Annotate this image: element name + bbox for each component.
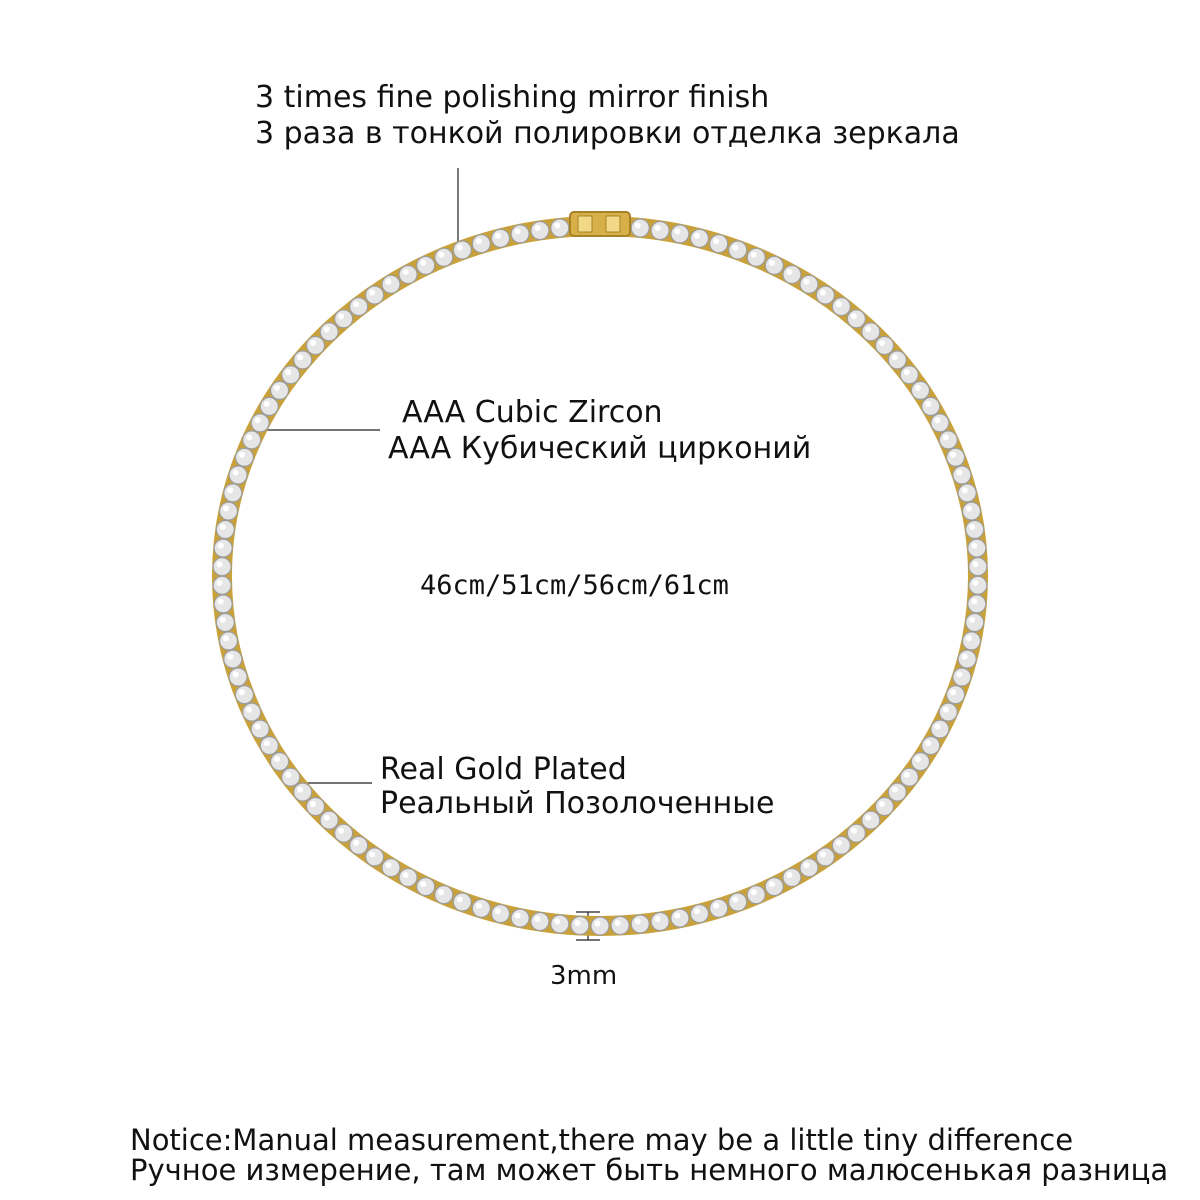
zircon-stone <box>260 397 278 415</box>
zircon-stone <box>783 869 801 887</box>
zircon-stone <box>931 720 949 738</box>
zircon-stone <box>888 783 906 801</box>
zircon-stone <box>963 502 981 520</box>
length-options-label: 46cm/51cm/56cm/61cm <box>420 570 729 601</box>
zircon-stone <box>671 225 689 243</box>
zircon-stone <box>783 266 801 284</box>
zircon-stone <box>220 632 238 650</box>
zircon-stone <box>399 266 417 284</box>
zircon-stone <box>213 558 231 576</box>
zircon-stone <box>511 225 529 243</box>
zircon-stone <box>213 576 231 594</box>
zircon-stone <box>611 917 629 935</box>
zircon-stone <box>862 811 880 829</box>
zircon-stone <box>947 448 965 466</box>
zircon-stone <box>968 595 986 613</box>
zircon-stone <box>939 703 957 721</box>
zircon-stone <box>366 286 384 304</box>
zircon-stone <box>350 836 368 854</box>
zircon-stone <box>229 466 247 484</box>
zircon-stone <box>551 219 569 237</box>
zircon-stone <box>958 650 976 668</box>
zircon-stone <box>531 913 549 931</box>
zircon-stone <box>876 337 894 355</box>
zircon-stone <box>382 859 400 877</box>
zircon-stone <box>765 878 783 896</box>
zircon-stone <box>671 909 689 927</box>
zircon-stone <box>320 323 338 341</box>
zircon-stone <box>350 298 368 316</box>
zircon-stone <box>963 632 981 650</box>
zircon-stone <box>939 431 957 449</box>
zircon-stone <box>862 323 880 341</box>
zircon-stone <box>888 351 906 369</box>
zircon-stone <box>399 869 417 887</box>
zircon-stone <box>216 521 234 539</box>
gold-plated-label: Real Gold Plated <box>380 752 627 787</box>
zircon-stone <box>260 737 278 755</box>
zircon-stone <box>271 753 289 771</box>
zircon-stone <box>435 886 453 904</box>
clasp <box>570 212 630 236</box>
zircon-stone <box>729 893 747 911</box>
zircon-stone <box>800 859 818 877</box>
gold-plated-label-ru: Реальный Позолоченные <box>380 786 775 821</box>
zircon-stone <box>832 298 850 316</box>
zircon-stone <box>307 798 325 816</box>
zircon-stone <box>453 893 471 911</box>
zircon-stone <box>816 286 834 304</box>
zircon-stone <box>531 222 549 240</box>
zircon-stone <box>251 720 269 738</box>
zircon-stone <box>282 366 300 384</box>
zircon-stone <box>651 222 669 240</box>
zircon-stone <box>472 235 490 253</box>
zircon-stone <box>224 484 242 502</box>
zircon-stone <box>294 351 312 369</box>
zircon-stone <box>492 905 510 923</box>
zircon-stone <box>958 484 976 502</box>
zircon-stone <box>243 431 261 449</box>
zircon-stone <box>282 768 300 786</box>
polish-finish-label: 3 times fine polishing mirror finish <box>255 80 770 115</box>
zircon-stone <box>251 414 269 432</box>
notice-text: Notice:Manual measurement,there may be a little tiny difference <box>130 1123 1074 1157</box>
zircon-stone <box>800 275 818 293</box>
zircon-stone <box>847 824 865 842</box>
zircon-stone <box>710 899 728 917</box>
zircon-stone <box>691 229 709 247</box>
zircon-stone <box>435 248 453 266</box>
zircon-stone <box>747 886 765 904</box>
zircon-stone <box>969 558 987 576</box>
zircon-stone <box>765 256 783 274</box>
zircon-stone <box>631 915 649 933</box>
zircon-stone <box>947 686 965 704</box>
zircon-stone <box>551 915 569 933</box>
zircon-stone <box>911 381 929 399</box>
zircon-stone <box>453 241 471 259</box>
zircon-stone <box>968 539 986 557</box>
zircon-stone <box>953 668 971 686</box>
zircon-stone <box>235 448 253 466</box>
zircon-stone <box>294 783 312 801</box>
zircon-stone <box>472 899 490 917</box>
zircon-stone <box>847 310 865 328</box>
zircon-stone <box>216 614 234 632</box>
zircon-stone <box>224 650 242 668</box>
zircon-stone <box>691 905 709 923</box>
zircon-stone <box>366 848 384 866</box>
zircon-label-ru: AAA Кубический цирконий <box>388 431 812 466</box>
width-label: 3mm <box>550 961 618 991</box>
zircon-stone <box>922 397 940 415</box>
zircon-stone <box>417 878 435 896</box>
notice-text-ru: Ручное измерение, там может быть немного малюсенькая разница <box>130 1153 1169 1187</box>
zircon-stone <box>320 811 338 829</box>
zircon-stone <box>214 539 232 557</box>
zircon-stone <box>335 310 353 328</box>
zircon-stone <box>911 753 929 771</box>
zircon-stone <box>335 824 353 842</box>
zircon-stone <box>922 737 940 755</box>
zircon-stone <box>729 241 747 259</box>
zircon-stone <box>900 768 918 786</box>
zircon-stone <box>511 909 529 927</box>
zircon-stone <box>816 848 834 866</box>
zircon-stone <box>966 521 984 539</box>
zircon-label: AAA Cubic Zircon <box>402 395 663 430</box>
zircon-stone <box>966 614 984 632</box>
zircon-stone <box>492 229 510 247</box>
zircon-stone <box>747 248 765 266</box>
zircon-stone <box>651 913 669 931</box>
zircon-stone <box>271 381 289 399</box>
zircon-stone <box>417 256 435 274</box>
zircon-stone <box>969 576 987 594</box>
zircon-stone <box>214 595 232 613</box>
zircon-stone <box>900 366 918 384</box>
zircon-stone <box>832 836 850 854</box>
zircon-stone <box>953 466 971 484</box>
zircon-stone <box>876 798 894 816</box>
zircon-stone <box>229 668 247 686</box>
zircon-stone <box>243 703 261 721</box>
zircon-stone <box>307 337 325 355</box>
zircon-stone <box>382 275 400 293</box>
zircon-stone <box>235 686 253 704</box>
zircon-stone <box>591 917 609 935</box>
zircon-stone <box>710 235 728 253</box>
zircon-stone <box>931 414 949 432</box>
zircon-stone <box>631 219 649 237</box>
zircon-stone <box>220 502 238 520</box>
polish-finish-label-ru: 3 раза в тонкой полировки отделка зеркала <box>255 116 960 151</box>
zircon-stone <box>571 917 589 935</box>
